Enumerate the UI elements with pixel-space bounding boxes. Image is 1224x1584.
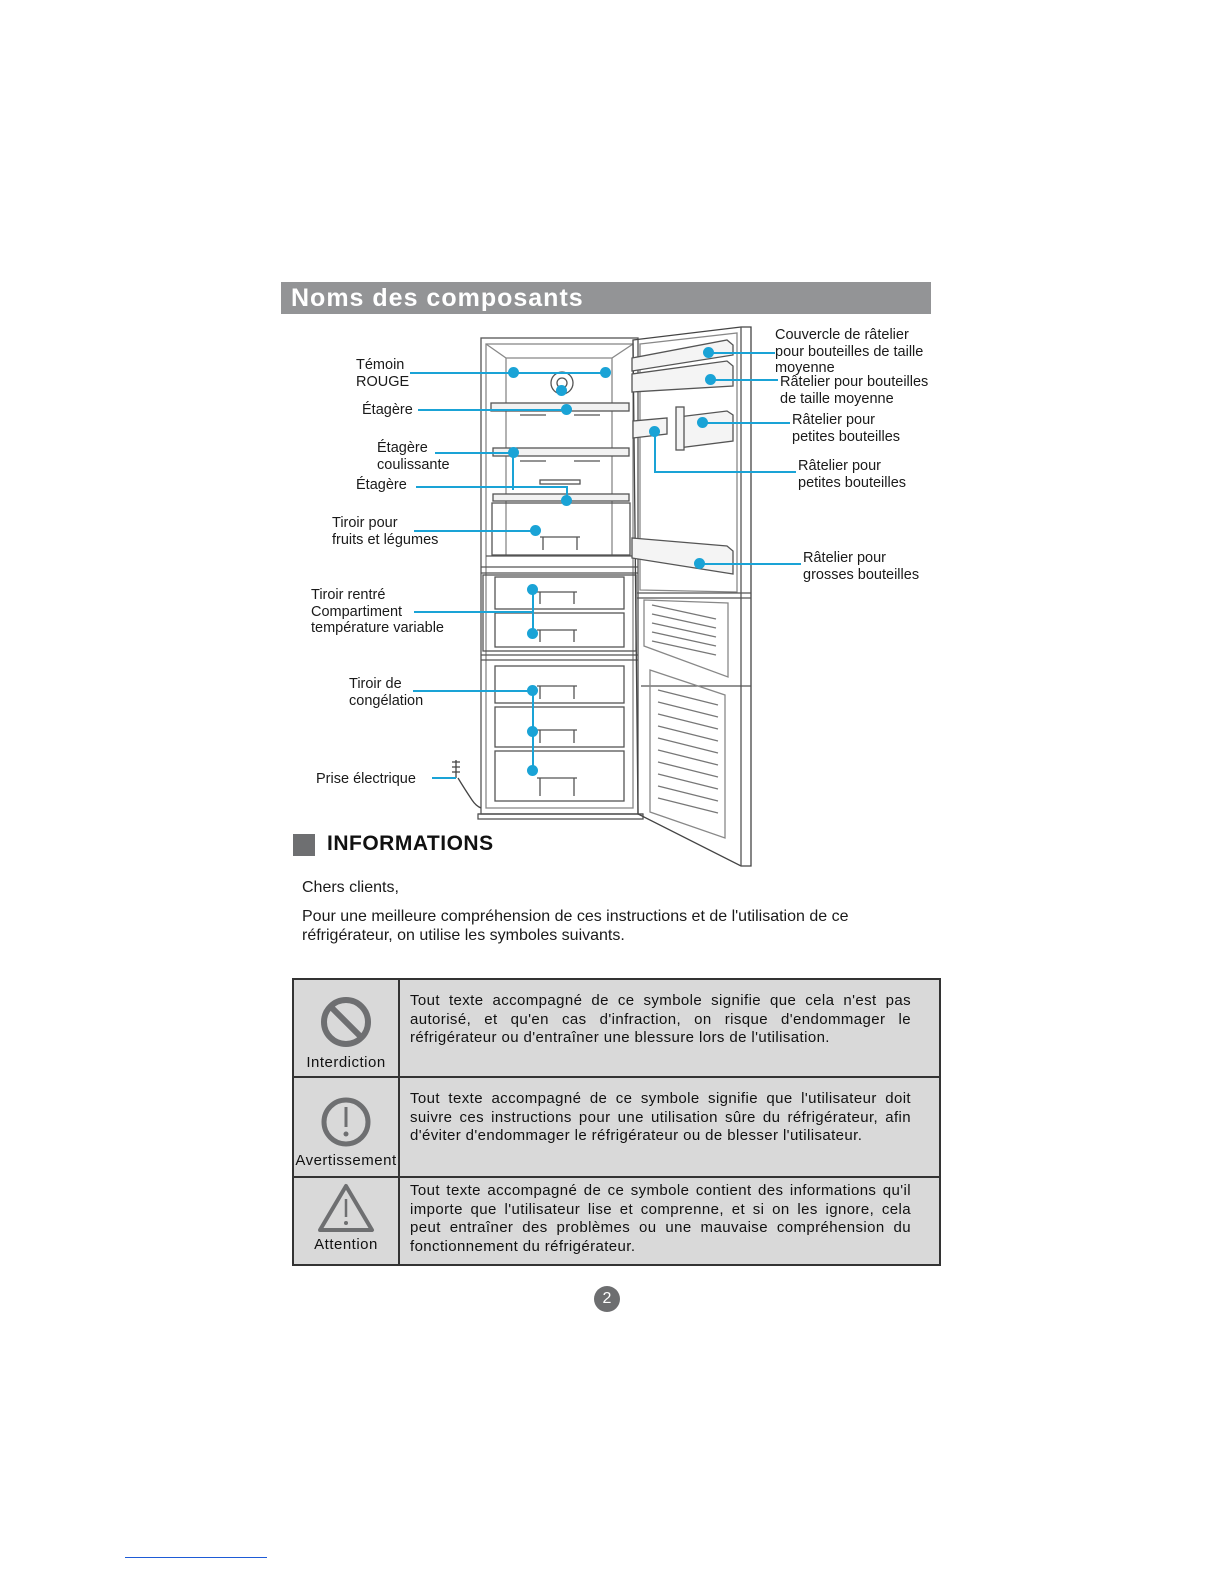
callout-dot bbox=[600, 367, 611, 378]
intro-paragraph: Pour une meilleure compréhension de ces instructions et de l'utilisation de ce réfrigérateur, on utilise les symboles suivants. bbox=[302, 908, 849, 944]
callout-dot bbox=[561, 404, 572, 415]
warning-triangle-icon bbox=[316, 1182, 376, 1234]
callout-line-petites-a bbox=[703, 422, 790, 424]
label-couvercle: Couvercle de râtelier pour bouteilles de taille moyenne bbox=[775, 327, 924, 376]
callout-line-prise bbox=[432, 777, 456, 779]
label-ratelier-petites-a: Râtelier pour petites bouteilles bbox=[792, 412, 901, 445]
callout-dot bbox=[527, 584, 538, 595]
door-rack-large bbox=[632, 538, 733, 574]
callout-dot bbox=[527, 765, 538, 776]
symbol-label: Interdiction bbox=[306, 1054, 386, 1071]
callout-dot bbox=[703, 347, 714, 358]
callout-line-etagere2 bbox=[416, 486, 566, 488]
callout-dot bbox=[561, 495, 572, 506]
label-ratelier-moyenne: Râtelier pour bouteilles de taille moyenne bbox=[780, 374, 929, 407]
freezer-drawer-2 bbox=[495, 707, 624, 747]
informations-square-icon bbox=[293, 834, 315, 856]
callout-dot bbox=[697, 417, 708, 428]
callout-dot bbox=[556, 385, 567, 396]
symbol-row-avertissement bbox=[293, 1077, 940, 1177]
label-tiroir-fruits: Tiroir pour fruits et légumes bbox=[332, 515, 439, 548]
label-tiroir-rentre: Tiroir rentré Compartiment température variable bbox=[311, 587, 444, 636]
callout-dot bbox=[527, 726, 538, 737]
label-etagere-1: Étagère bbox=[362, 402, 413, 418]
callout-dot bbox=[508, 367, 519, 378]
callout-line-grosses bbox=[700, 563, 801, 565]
callout-dot bbox=[694, 558, 705, 569]
crisper-drawer bbox=[492, 503, 630, 555]
exclamation-circle-icon bbox=[318, 1094, 374, 1150]
prohibition-icon bbox=[318, 994, 374, 1050]
symbol-row-attention bbox=[293, 1177, 940, 1265]
symbol-description: Tout texte accompagné de ce symbole signifie que l'utilisateur doit suivre ces instructions pour une utilisation sûre du réfrigérateur, afin d'éviter d'endommager le réfrigérateur ou de blesser l'utilisateur. bbox=[399, 1077, 940, 1177]
door-rack-small-a bbox=[678, 411, 733, 448]
fridge-door bbox=[633, 327, 751, 866]
page-number-badge: 2 bbox=[594, 1286, 620, 1312]
label-temoin: Témoin ROUGE bbox=[356, 357, 410, 390]
callout-line-petites-b bbox=[654, 471, 796, 473]
label-tiroir-congelation: Tiroir de congélation bbox=[349, 676, 424, 709]
callout-dot bbox=[705, 374, 716, 385]
symbol-description: Tout texte accompagné de ce symbole contient des informations qu'il importe que l'utilisateur lise et comprenne, et si on les ignore, cela peut entraîner des problèmes ou une mauvaise compréhension du fonctionnement du réfrigérateur. bbox=[399, 1177, 940, 1265]
symbols-table bbox=[292, 978, 941, 1266]
label-prise-electrique: Prise électrique bbox=[316, 771, 416, 787]
callout-dot bbox=[530, 525, 541, 536]
freezer-drawer-3 bbox=[495, 751, 624, 801]
power-plug bbox=[452, 760, 481, 808]
section-title: Noms des composants bbox=[291, 284, 584, 312]
callout-line-ratelier-moyenne bbox=[710, 379, 778, 381]
symbol-label: Attention bbox=[314, 1236, 378, 1253]
label-ratelier-petites-b: Râtelier pour petites bouteilles bbox=[798, 458, 907, 491]
callout-line-couvercle bbox=[709, 352, 775, 354]
symbol-description: Tout texte accompagné de ce symbole signifie que cela n'est pas autorisé, et qu'en cas d'infraction, on risque d'endommager le réfrigérateur ou d'entraîner une blessure lors de l'utilisation. bbox=[399, 979, 940, 1077]
freezer-drawer-1 bbox=[495, 666, 624, 703]
callout-line-etagere1 bbox=[418, 409, 566, 411]
label-etagere-coulissante: Étagère coulissante bbox=[377, 440, 450, 473]
informations-title: INFORMATIONS bbox=[327, 832, 494, 855]
symbol-row-interdiction bbox=[293, 979, 940, 1077]
callout-dot bbox=[527, 628, 538, 639]
variable-drawer-1 bbox=[495, 577, 624, 609]
symbol-label: Avertissement bbox=[295, 1152, 397, 1169]
callout-dot bbox=[508, 447, 519, 458]
callout-line-congelation bbox=[413, 690, 533, 692]
label-ratelier-grosses: Râtelier pour grosses bouteilles bbox=[803, 550, 920, 583]
callout-dot bbox=[527, 685, 538, 696]
callout-line-variable-v bbox=[532, 590, 534, 632]
footer-rule bbox=[125, 1557, 267, 1558]
callout-dot bbox=[649, 426, 660, 437]
greeting: Chers clients, bbox=[302, 879, 399, 896]
label-etagere-2: Étagère bbox=[356, 477, 407, 493]
callout-line-petites-b-v bbox=[654, 431, 656, 472]
